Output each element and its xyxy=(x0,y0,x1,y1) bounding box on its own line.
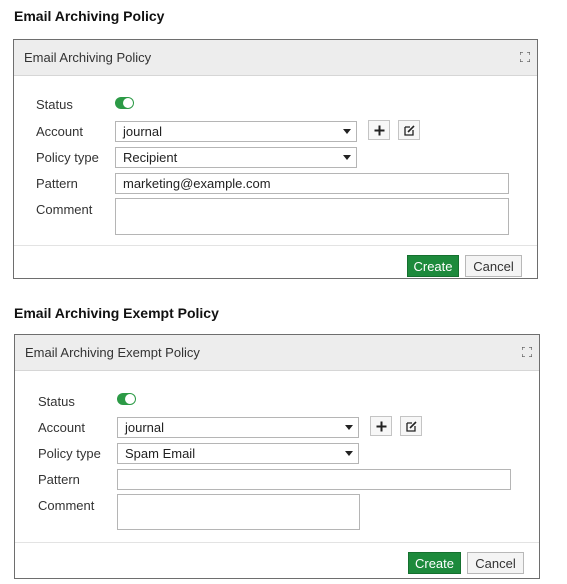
status-toggle[interactable] xyxy=(117,393,136,405)
policy-type-select[interactable] xyxy=(115,147,357,168)
status-label: Status xyxy=(38,394,75,409)
cancel-button[interactable]: Cancel xyxy=(465,255,522,277)
plus-icon xyxy=(376,421,387,432)
policy-type-label: Policy type xyxy=(38,446,101,461)
account-select[interactable] xyxy=(117,417,359,438)
expand-icon[interactable] xyxy=(522,347,532,357)
account-label: Account xyxy=(38,420,85,435)
chevron-down-icon xyxy=(343,129,351,134)
cancel-button[interactable]: Cancel xyxy=(467,552,524,574)
footer-divider xyxy=(14,245,537,246)
comment-label: Comment xyxy=(36,202,93,217)
pattern-label: Pattern xyxy=(36,176,78,191)
account-label: Account xyxy=(36,124,83,139)
dialog-title: Email Archiving Exempt Policy xyxy=(25,345,200,360)
edit-icon xyxy=(406,421,417,432)
dialog-title: Email Archiving Policy xyxy=(24,50,152,65)
policy-type-value: Recipient xyxy=(123,150,178,165)
status-label: Status xyxy=(36,97,73,112)
toggle-knob xyxy=(123,98,133,108)
account-value: journal xyxy=(123,124,163,139)
archiving-policy-dialog xyxy=(13,39,538,279)
create-button[interactable]: Create xyxy=(408,552,461,574)
exempt-policy-dialog xyxy=(14,334,540,579)
comment-textarea[interactable] xyxy=(115,198,509,235)
add-account-button[interactable] xyxy=(368,120,390,140)
edit-account-button[interactable] xyxy=(398,120,420,140)
pattern-input[interactable] xyxy=(117,469,511,490)
account-value: journal xyxy=(125,420,165,435)
edit-account-button[interactable] xyxy=(400,416,422,436)
toggle-knob xyxy=(125,394,135,404)
dialog-header xyxy=(15,335,539,371)
account-select[interactable] xyxy=(115,121,357,142)
chevron-down-icon xyxy=(345,451,353,456)
exempt-section-heading: Email Archiving Exempt Policy xyxy=(14,305,219,321)
comment-label: Comment xyxy=(38,498,95,513)
chevron-down-icon xyxy=(345,425,353,430)
plus-icon xyxy=(374,125,385,136)
comment-textarea[interactable] xyxy=(117,494,360,530)
pattern-label: Pattern xyxy=(38,472,80,487)
footer-divider xyxy=(15,542,539,543)
pattern-input[interactable]: marketing@example.com xyxy=(115,173,509,194)
archiving-section-heading: Email Archiving Policy xyxy=(14,8,165,24)
expand-icon[interactable] xyxy=(520,52,530,62)
policy-type-value: Spam Email xyxy=(125,446,196,461)
edit-icon xyxy=(404,125,415,136)
add-account-button[interactable] xyxy=(370,416,392,436)
dialog-header xyxy=(14,40,537,76)
policy-type-select[interactable] xyxy=(117,443,359,464)
chevron-down-icon xyxy=(343,155,351,160)
policy-type-label: Policy type xyxy=(36,150,99,165)
status-toggle[interactable] xyxy=(115,97,134,109)
create-button[interactable]: Create xyxy=(407,255,459,277)
